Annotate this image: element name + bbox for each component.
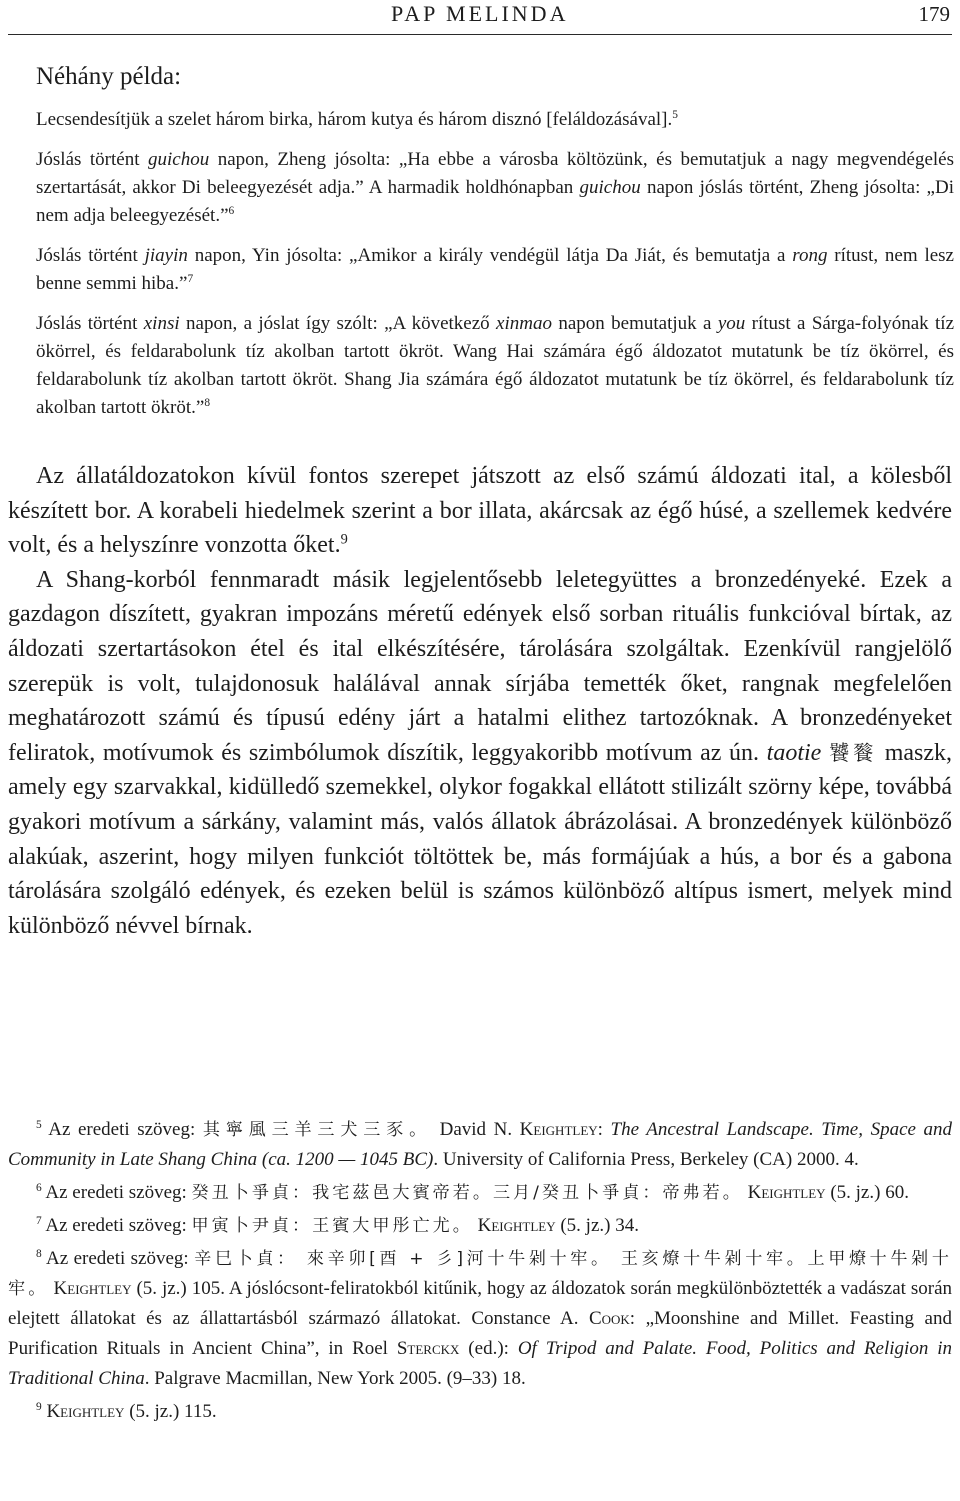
footnote-marker: 9	[340, 531, 348, 548]
chinese-text: 其寧風三羊三犬三豕。	[202, 1120, 433, 1140]
text-run: . Palgrave Macmillan, New York 2005. (9–33) 18.	[144, 1368, 526, 1389]
text-run	[821, 740, 829, 766]
text-run: Az eredeti szöveg:	[41, 1182, 192, 1203]
body-text	[8, 459, 952, 943]
author-name: Keightley	[747, 1182, 826, 1203]
running-header	[8, 0, 952, 35]
text-run: Lecsendesítjük a szelet három birka, három kutya és három disznó [feláldozásával].	[36, 109, 673, 130]
italic-text: jiayin	[144, 245, 188, 266]
author-name: Keightley	[53, 1278, 132, 1299]
footnote	[8, 1211, 952, 1241]
italic-text: xinmao	[496, 313, 552, 334]
section-heading: Néhány példa:	[36, 63, 182, 90]
footnote-marker: 6	[228, 205, 235, 218]
footnote-marker: 8	[204, 397, 211, 410]
author-name: Keightley	[519, 1119, 598, 1140]
text-run: rítust, nem lesz benne semmi hiba.”	[36, 245, 954, 294]
footnote-marker: 7	[36, 1215, 42, 1228]
example-quote	[36, 242, 954, 298]
text-run: napon bemutatjuk a	[551, 313, 718, 334]
text-run: Jóslás történt	[36, 245, 145, 266]
footnote	[8, 1244, 952, 1394]
author-name: Cook	[588, 1308, 630, 1329]
footnotes	[8, 1115, 952, 1430]
italic-text: you	[717, 313, 746, 334]
footnote-marker: 8	[36, 1248, 42, 1261]
footnote-marker: 6	[36, 1182, 42, 1195]
italic-text: guichou	[148, 149, 210, 170]
body-paragraph	[8, 459, 952, 563]
footnote-marker: 5	[672, 109, 678, 122]
example-quote	[36, 146, 954, 230]
text-run: (5. jz.) 115.	[124, 1401, 217, 1422]
text-run: . University of California Press, Berkeley (CA) 2000. 4.	[433, 1149, 859, 1170]
italic-text: rong	[792, 245, 828, 266]
example-quotes	[36, 106, 954, 434]
footnote	[8, 1115, 952, 1175]
chinese-text: 癸丑卜爭貞：我宅茲邑大賓帝若。三月/癸丑卜爭貞：帝弗若。	[191, 1183, 743, 1203]
chinese-text: 饕餮	[828, 740, 878, 765]
author-name: Sterckx	[396, 1338, 460, 1359]
footnote-marker: 9	[36, 1401, 42, 1414]
text-run: David N.	[432, 1119, 520, 1140]
footnote	[8, 1397, 952, 1427]
text-run: Az eredeti szöveg:	[41, 1119, 203, 1140]
text-run: (5. jz.) 105. A jóslócsont-feliratokból kitűnik, hogy az áldozatok során megkülönböztették a vadászat során elejtett állatokat és az állattartásból származó állatokat. Constance A.	[8, 1278, 953, 1329]
text-run: Az állatáldozatokon kívül fontos szerepet játszott az első számú áldozati ital, a kölesből készített bor. A korabeli hiedelmek szerint a bor illata, akárcsak az égő húsé, a szellemek kedvére volt, és a helyszínre vonzotta őket.	[8, 463, 952, 559]
text-run: napon jóslás történt, Zheng jósolta: „Di nem adja beleegyezését.”	[36, 177, 954, 226]
italic-text: taotie	[766, 739, 822, 766]
text-run: (5. jz.) 60.	[825, 1182, 909, 1203]
italic-text: Of Tripod and Palate. Food, Politics and Religion in Traditional China	[8, 1338, 952, 1389]
text-run: : „Moonshine and Millet. Feasting and Purification Rituals in Ancient China”, in Roel	[8, 1308, 952, 1359]
text-run: napon, Yin jósolta: „Amikor a király vendégül látja Da Jiát, és bemutatja a	[187, 245, 793, 266]
text-run: Jóslás történt	[36, 313, 144, 334]
text-run: maszk, amely egy szarvakkal, kidülledő szemekkel, olykor fogakkal ellátott stilizált szörny képe, továbbá gyakori motívum a sárkány, valamint más, valós állatok ábrázolásai. A bronzedények különböző alakúak, aszerint, hogy milyen funkciót töltöttek be, más formájúak a hús, a bor és a gabona tárolására szolgáló edények, és ezeken belül is számos különböző altípus ismert, melyek mind különböző névvel bírnak.	[8, 739, 953, 939]
text-run: (ed.):	[459, 1338, 518, 1359]
italic-text: guichou	[579, 177, 641, 198]
text-run: Jóslás történt	[36, 149, 149, 170]
text-run: :	[597, 1119, 611, 1140]
italic-text: xinsi	[143, 313, 180, 334]
author-name: Keightley	[477, 1215, 556, 1236]
text-run: napon, Zheng jósolta: „Ha ebbe a városba költözünk, és bemutatjuk a nagy megvendégelés szertartását, akkor Di beleegyezését adja.” A harmadik holdhónapban	[36, 149, 955, 198]
body-paragraph	[8, 563, 952, 944]
chinese-text: 辛巳卜貞： 來辛卯[酉 + 彡]河十牛剁十牢。 王亥燎十牛剁十牢。上甲燎十牛剁十牢。	[8, 1249, 952, 1299]
running-head-author: PAP MELINDA	[391, 1, 569, 26]
italic-text: The Ancestral Landscape. Time, Space and Community in Late Shang China (ca. 1200 — 1045 BC)	[8, 1119, 953, 1170]
text-run: A Shang-korból fennmaradt másik legjelentősebb leletegyüttes a bronzedényeké. Ezek a gazdagon díszített, gyakran impozáns méretű edények első sorban rituális funkcióval bírtak, az áldozati szertartásokon étel és ital elkészítésére, tárolására szolgáltak. Ezenkívül rangjelölő szerepük is volt, tulajdonosuk halálával annak sírjába temették őket, rangnak megfelelően meghatározott számú és típusú edény járt a hatalmi elithez tartozóknak. A bronzedényeket feliratok, motívumok és szimbólumok díszítik, leggyakoribb motívum az ún.	[8, 566, 952, 766]
author-name: Keightley	[46, 1401, 125, 1422]
example-quote	[36, 106, 954, 134]
footnote-marker: 7	[187, 273, 194, 286]
page-number: 179	[918, 2, 950, 26]
text-run: Az eredeti szöveg:	[41, 1248, 195, 1269]
text-run: rítust a Sárga-folyónak tíz ökörrel, és feldarabolunk tíz akolban tartott ökröt. Wang Hai számára égő áldozatot mutatunk be tíz ökörrel, és feldarabolunk tíz akolban tartott ökröt. Shang Jia számára égő áldozatot mutatunk be tíz ökörrel, és feldarabolunk tíz akolban tartott ökröt.”	[36, 313, 955, 418]
footnote-marker: 5	[36, 1119, 42, 1132]
text-run: (5. jz.) 34.	[555, 1215, 639, 1236]
chinese-text: 甲寅卜尹貞：王賓大甲彤亡尤。	[191, 1216, 473, 1236]
example-quote	[36, 310, 954, 422]
text-run: Az eredeti szöveg:	[41, 1215, 192, 1236]
text-run: napon, a jóslat így szólt: „A következő	[179, 313, 497, 334]
footnote	[8, 1178, 952, 1208]
